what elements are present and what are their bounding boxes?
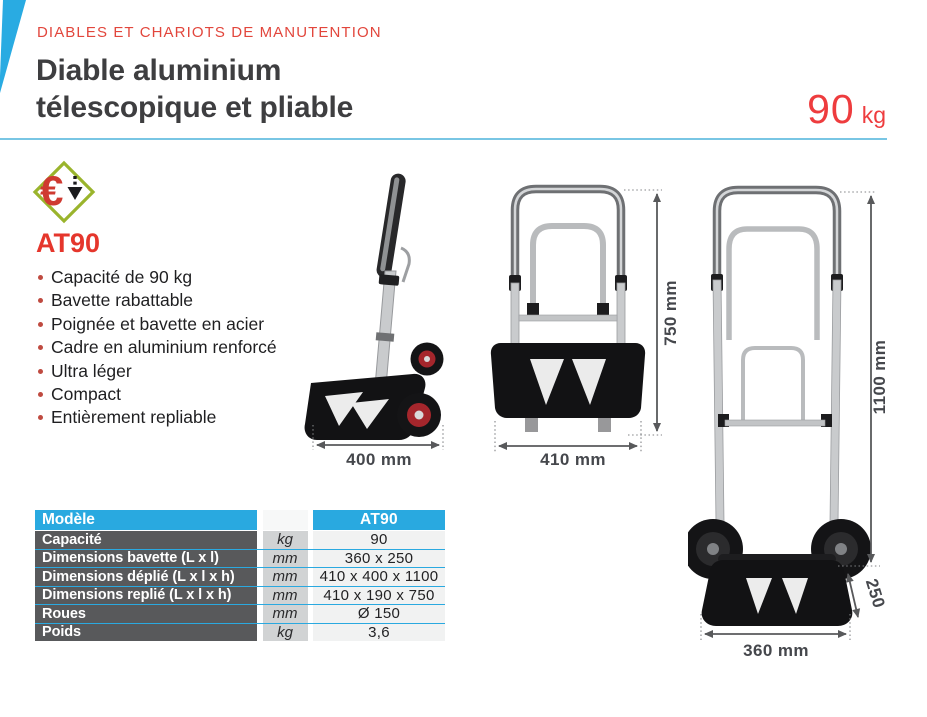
features-list [38,266,277,430]
capacity-unit: kg [861,102,886,128]
hand-truck-extended-drawing [688,162,923,672]
bullet-icon [38,392,43,397]
bavette-wire-support [743,348,803,424]
spec-cell-unit: mm [263,550,308,568]
spec-cell-value: 90 [313,531,445,549]
euro-diamond-icon [27,155,101,229]
spec-cell-value: AT90 [313,510,445,530]
dimension-label-depth: 250 [861,576,889,611]
inner-telescopic-handle [533,226,603,315]
hand-truck-side-drawing [295,163,463,468]
category-label: DIABLES ET CHARIOTS DE MANUTENTION [37,24,382,41]
foot [598,418,611,432]
spec-cell-unit: kg [263,531,308,549]
feature-text: Poignée et bavette en acier [51,313,265,334]
figure-front-extended [688,162,923,672]
spec-table-row [35,605,445,624]
spec-cell-unit: mm [263,568,308,586]
model-code: AT90 [36,228,101,258]
feature-item [38,336,277,359]
spec-table-header-row [35,510,445,531]
spec-table-row [35,624,445,642]
spec-cell-value: Ø 150 [313,605,445,623]
feature-item [38,360,277,383]
spec-table-row [35,531,445,550]
right-wheel-cap [835,543,847,555]
capacity-badge [807,86,886,133]
dimension-label-height: 1100 mm [870,339,889,415]
clamp [597,303,609,315]
euro-price-badge-icon [27,155,101,229]
feature-item [38,266,277,289]
feature-item [38,406,277,429]
crossbar [725,420,825,426]
page-title [36,52,353,126]
header-divider [0,138,887,140]
euro-symbol: € [40,167,64,214]
spec-table [35,510,445,641]
capacity-value: 90 [807,86,855,132]
bullet-icon [38,369,43,374]
rear-wheel-cap [424,356,430,362]
figure-front-folded [478,163,688,468]
feature-text: Capacité de 90 kg [51,267,193,287]
folding-plate [702,560,853,626]
left-wheel-cap [707,543,719,555]
spec-cell-label: Dimensions bavette (L x l) [35,550,257,568]
crossbar [519,315,617,321]
dimension-label-height: 750 mm [661,280,680,346]
spec-cell-value: 410 x 400 x 1100 [313,568,445,586]
figure-side-folded [295,163,463,468]
front-wheel-cap [415,411,424,420]
hand-truck-folded-drawing [478,163,688,468]
feature-text: Cadre en aluminium renforcé [51,337,277,358]
spec-cell-label: Roues [35,605,257,623]
clamp [379,274,400,286]
spec-cell-label: Poids [35,624,257,642]
spec-cell-unit: mm [263,587,308,605]
folding-plate [491,343,645,418]
spec-cell-label: Capacité [35,531,257,549]
bullet-icon [38,298,43,303]
page-title-line1: Diable aluminium [36,54,282,87]
inner-telescopic-handle [729,229,817,340]
bullet-icon [38,345,43,350]
feature-item [38,313,277,336]
spec-cell-value: 410 x 190 x 750 [313,587,445,605]
feature-item [38,383,277,406]
steel-hook [401,248,409,282]
dimension-label-width: 410 mm [540,450,606,468]
page-title-line2: télescopique et pliable [36,91,354,124]
handle-blade [375,173,406,279]
clamp [527,303,539,315]
spec-cell-label: Dimensions replié (L x l x h) [35,587,257,605]
bullet-icon [38,415,43,420]
spec-cell-unit [263,510,308,530]
bullet-icon [38,275,43,280]
spec-cell-unit: kg [263,624,308,642]
dimension-label-width: 360 mm [743,641,809,660]
spec-table-row [35,550,445,569]
spec-cell-unit: mm [263,605,308,623]
spec-cell-label: Dimensions déplié (L x l x h) [35,568,257,586]
feature-item [38,289,277,312]
bullet-icon [38,322,43,327]
feature-text: Bavette rabattable [51,290,194,311]
foot [525,418,538,432]
spec-cell-value: 3,6 [313,624,445,642]
feature-text: Entièrement repliable [51,407,217,428]
spec-cell-value: 360 x 250 [313,550,445,568]
collar [376,332,395,342]
feature-text: Ultra léger [51,360,132,381]
spec-table-row [35,587,445,606]
spec-table-row [35,568,445,587]
feature-text: Compact [51,384,122,405]
corner-band-decoration [0,0,32,100]
dimension-label-width: 400 mm [346,450,412,468]
spec-cell-label: Modèle [35,510,257,530]
